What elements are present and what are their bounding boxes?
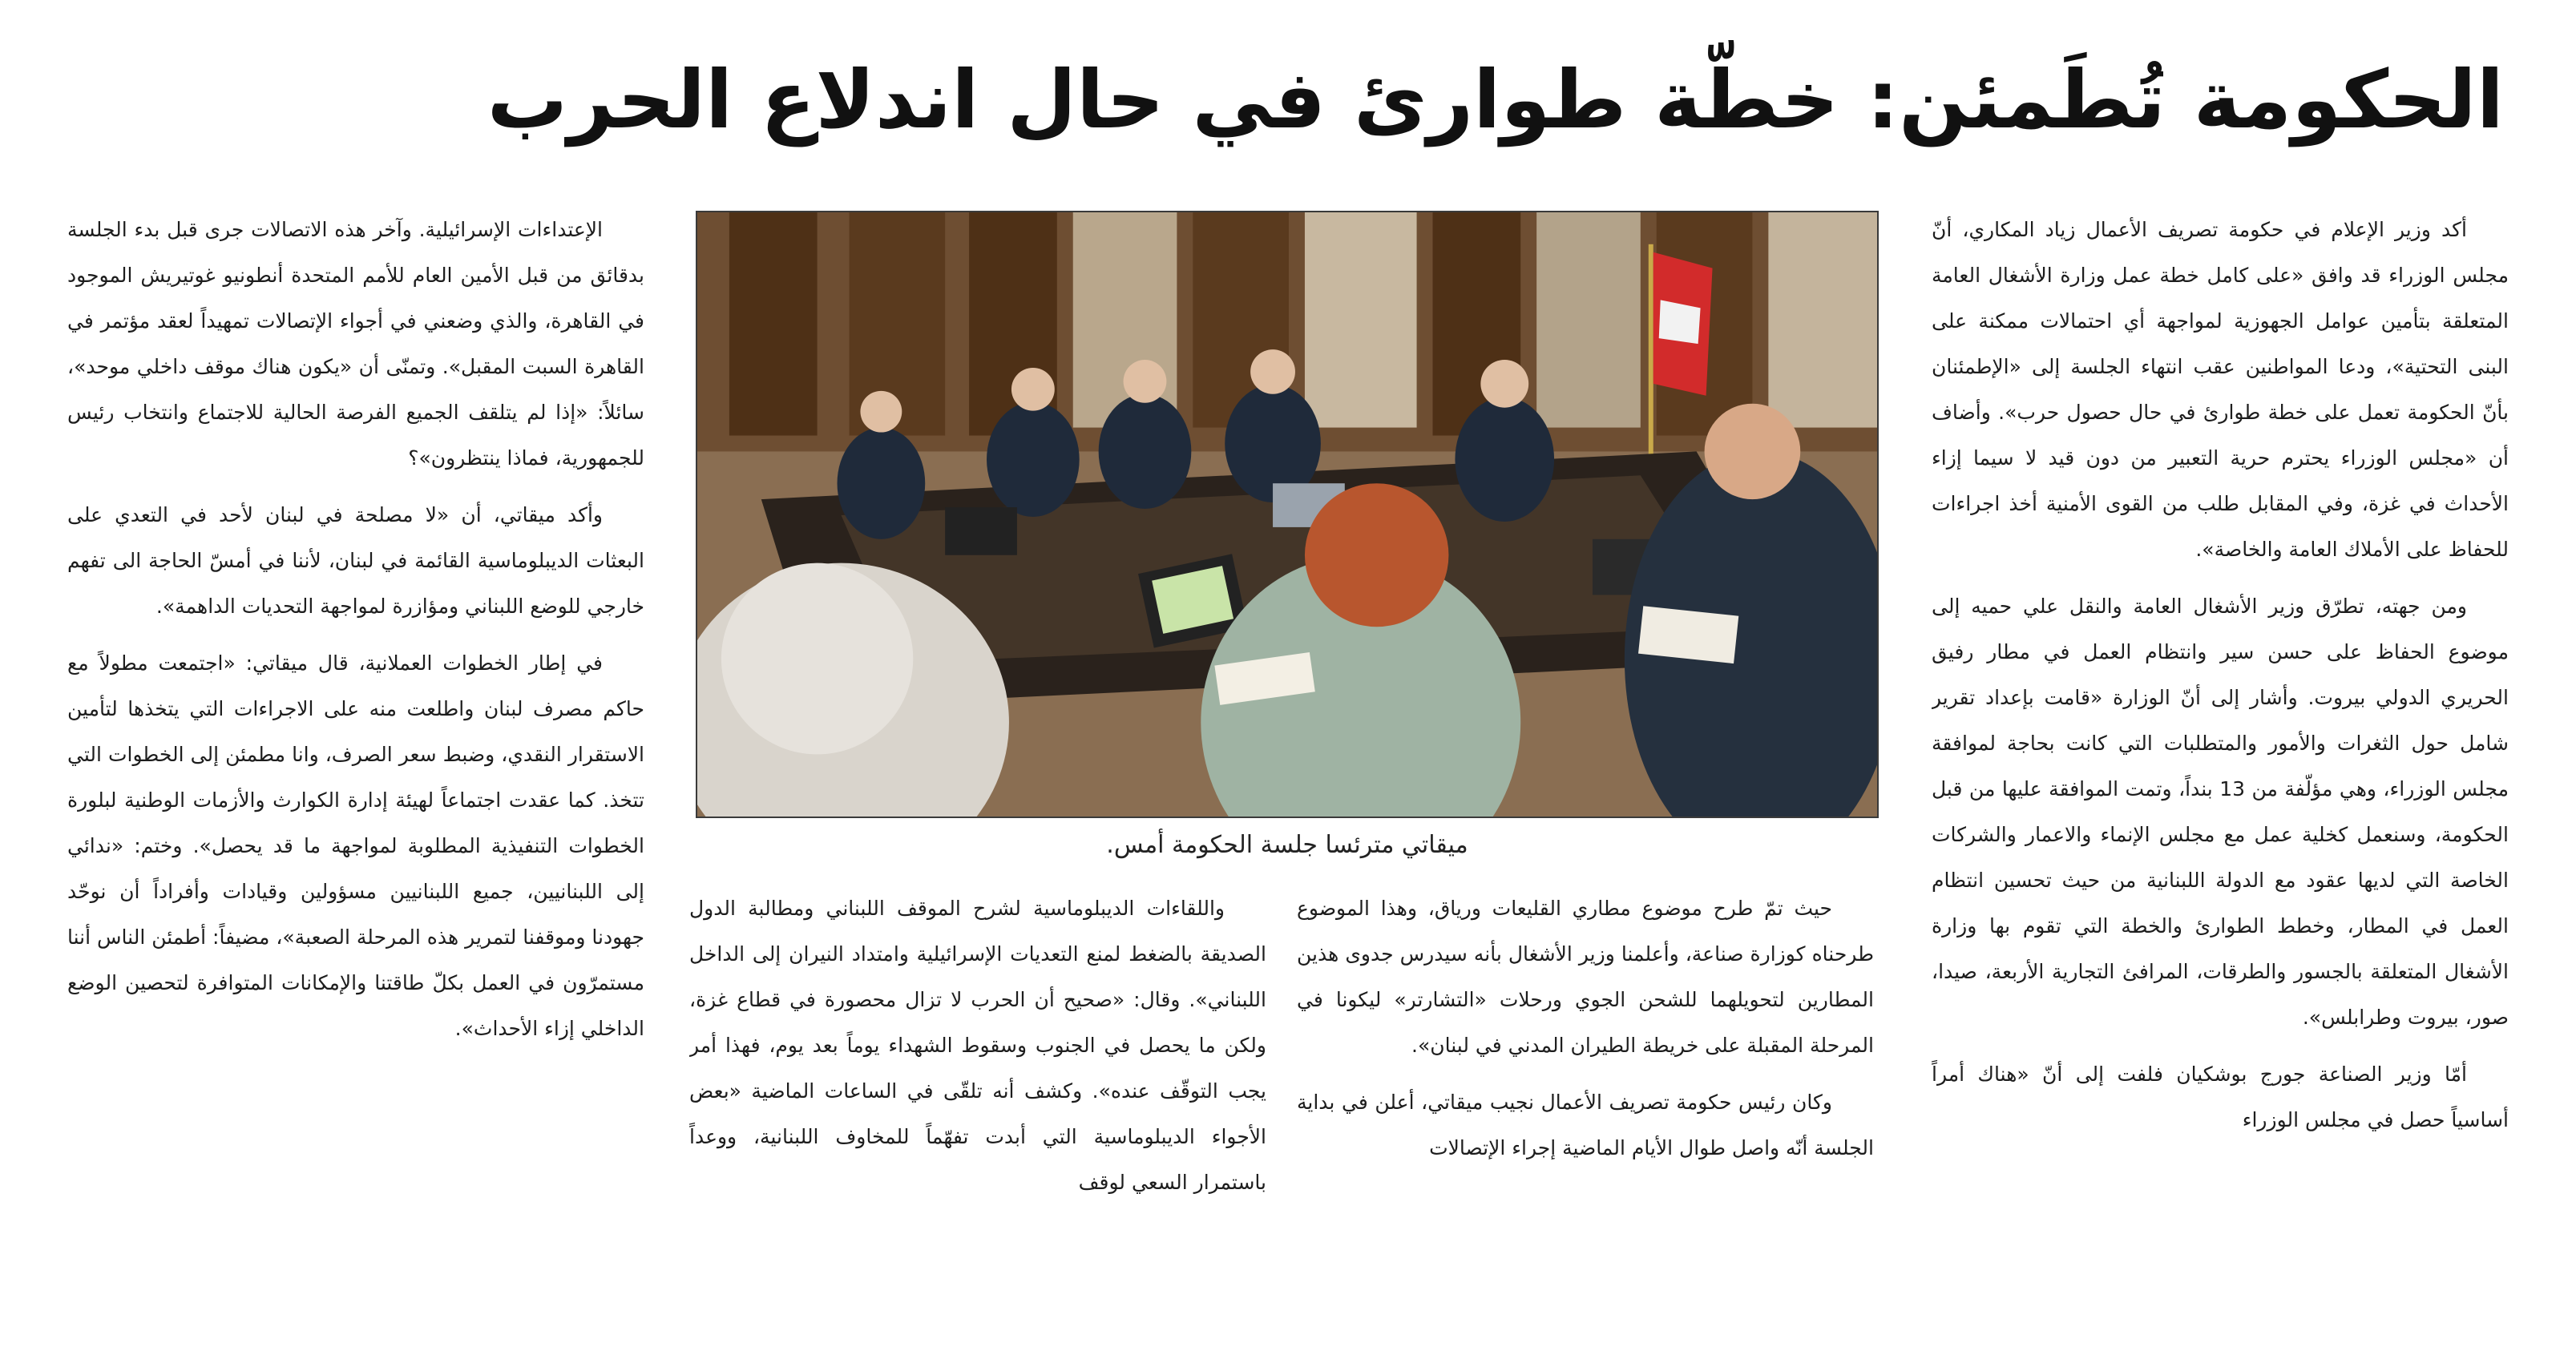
- paragraph: حيث تمّ طرح موضوع مطاري القليعات ورياق، وهذا الموضوع طرحناه كوزارة صناعة، وأعلمنا وزير الأشغال بأنه سيدرس جدوى هذين المطارين لتحويلهما للشحن الجوي ورحلات «التشارتر» ليكونا في المرحلة المقبلة على خريطة الطيران المدني في لبنان».: [1297, 897, 1874, 1057]
- paragraph: وأكد ميقاتي، أن «لا مصلحة في لبنان لأحد في التعدي على البعثات الديبلوماسية القائمة في لبنان، لأننا في أمسّ الحاجة الى تفهم خارجي للوضع اللبناني ومؤازرة لمواجهة التحديات الداهمة».: [67, 503, 644, 618]
- photo-caption: ميقاتي مترئسا جلسة الحكومة أمس.: [1106, 831, 1468, 859]
- paragraph: ومن جهته، تطرّق وزير الأشغال العامة والنقل علي حميه إلى موضوع الحفاظ على حسن سير وانتظام العمل في مطار رفيق الحريري الدولي بيروت. وأشار إلى أنّ الوزارة «قامت بإعداد تقرير شامل حول الثغرات والأمور والمتطلبات التي كانت بحاجة لموافقة مجلس الوزراء، وهي مؤلّفة من 13 بنداً، وتمت الموافقة عليها من قبل الحكومة، وسنعمل كخلية عمل مع مجلس الإنماء والاعمار والشركات الخاصة التي لديها عقود مع الدولة اللبنانية من حيث تحسين انتظام العمل في المطار، وخطط الطوارئ والخطة التي تقوم بها وزارة الأشغال المتعلقة بالجسور والطرقات، المرافئ التجارية الأربعة، صيدا، صور، بيروت وطرابلس».: [1932, 595, 2509, 1029]
- paragraph: الإعتداءات الإسرائيلية. وآخر هذه الاتصالات جرى قبل بدء الجلسة بدقائق من قبل الأمين العام للأمم المتحدة أنطونيو غوتيريش الموجود في القاهرة، والذي وضعني في أجواء الإتصالات تمهيداً لعقد مؤتمر في القاهرة السبت المقبل». وتمنّى أن «يكون هناك موقف داخلي موحد»، سائلاً: «إذا لم يتلقف الجميع الفرصة الحالية للاجتماع وانتخاب رئيس للجمهورية، فماذا ينتظرون»؟: [67, 218, 644, 470]
- paragraph: في إطار الخطوات العملانية، قال ميقاتي: «اجتمعت مطولاً مع حاكم مصرف لبنان واطلعت منه على الاجراءات التي يتخذها لتأمين الاستقرار النقدي، وضبط سعر الصرف، وانا مطمئن إلى الخطوات التي تتخذ. كما عقدت اجتماعاً لهيئة إدارة الكوارث والأزمات الوطنية لبلورة الخطوات التنفيذية المطلوبة لمواجهة ما قد يحصل». وختم: «ندائي إلى اللبنانيين، جميع اللبنانيين مسؤولين وقيادات وأفراداً أن نوحّد جهودنا وموقفنا لتمرير هذه المرحلة الصعبة»، مضيفاً: أطمئن الناس أننا مستمرّون في العمل بكلّ طاقتنا والإمكانات المتوافرة لتحصين الوضع الداخلي إزاء الأحداث».: [67, 651, 644, 1040]
- article-column-middle-right: [1297, 885, 1874, 1290]
- paragraph: أكد وزير الإعلام في حكومة تصريف الأعمال زياد المكاري، أنّ مجلس الوزراء قد وافق «على كامل خطة عمل وزارة الأشغال العامة المتعلقة بتأمين عوامل الجهوزية لمواجهة أي احتمالات ممكنة على البنى التحتية»، ودعا المواطنين عقب انتهاء الجلسة إلى «الإطمئنان بأنّ الحكومة تعمل على خطة طوارئ في حال حصول حرب». وأضاف أن «مجلس الوزراء يحترم حرية التعبير من دون قيد لا سيما إزاء الأحداث في غزة، وفي المقابل طلب من القوى الأمنية أخذ اجراءات للحفاظ على الأملاك العامة والخاصة».: [1932, 218, 2509, 561]
- cabinet-meeting-photo: [696, 211, 1879, 818]
- article-column-right: [1932, 207, 2509, 1290]
- paragraph: وكان رئيس حكومة تصريف الأعمال نجيب ميقاتي، أعلن في بداية الجلسة أنّه واصل طوال الأيام الماضية إجراء الإتصالات: [1297, 1091, 1874, 1159]
- headline: الحكومة تُطَمئن: خطّة طوارئ في حال اندلاع الحرب: [487, 53, 2504, 147]
- article-column-middle-left: [689, 885, 1266, 1290]
- article-column-left: [67, 207, 644, 1290]
- paragraph: واللقاءات الديبلوماسية لشرح الموقف اللبناني ومطالبة الدول الصديقة بالضغط لمنع التعديات الإسرائيلية وامتداد النيران إلى الداخل اللبناني». وقال: «صحيح أن الحرب لا تزال محصورة في قطاع غزة، ولكن ما يحصل في الجنوب وسقوط الشهداء يوماً بعد يوم، فهذا أمر يجب التوقّف عنده». وكشف أنه تلقّى في الساعات الماضية «بعض الأجواء الديبلوماسية التي أبدت تفهّماً للمخاوف اللبنانية، ووعداً باستمرار السعي لوقف: [689, 897, 1266, 1194]
- paragraph: أمّا وزير الصناعة جورج بوشكيان فلفت إلى أنّ «هناك أمراً أساسياً حصل في مجلس الوزراء: [1932, 1063, 2509, 1131]
